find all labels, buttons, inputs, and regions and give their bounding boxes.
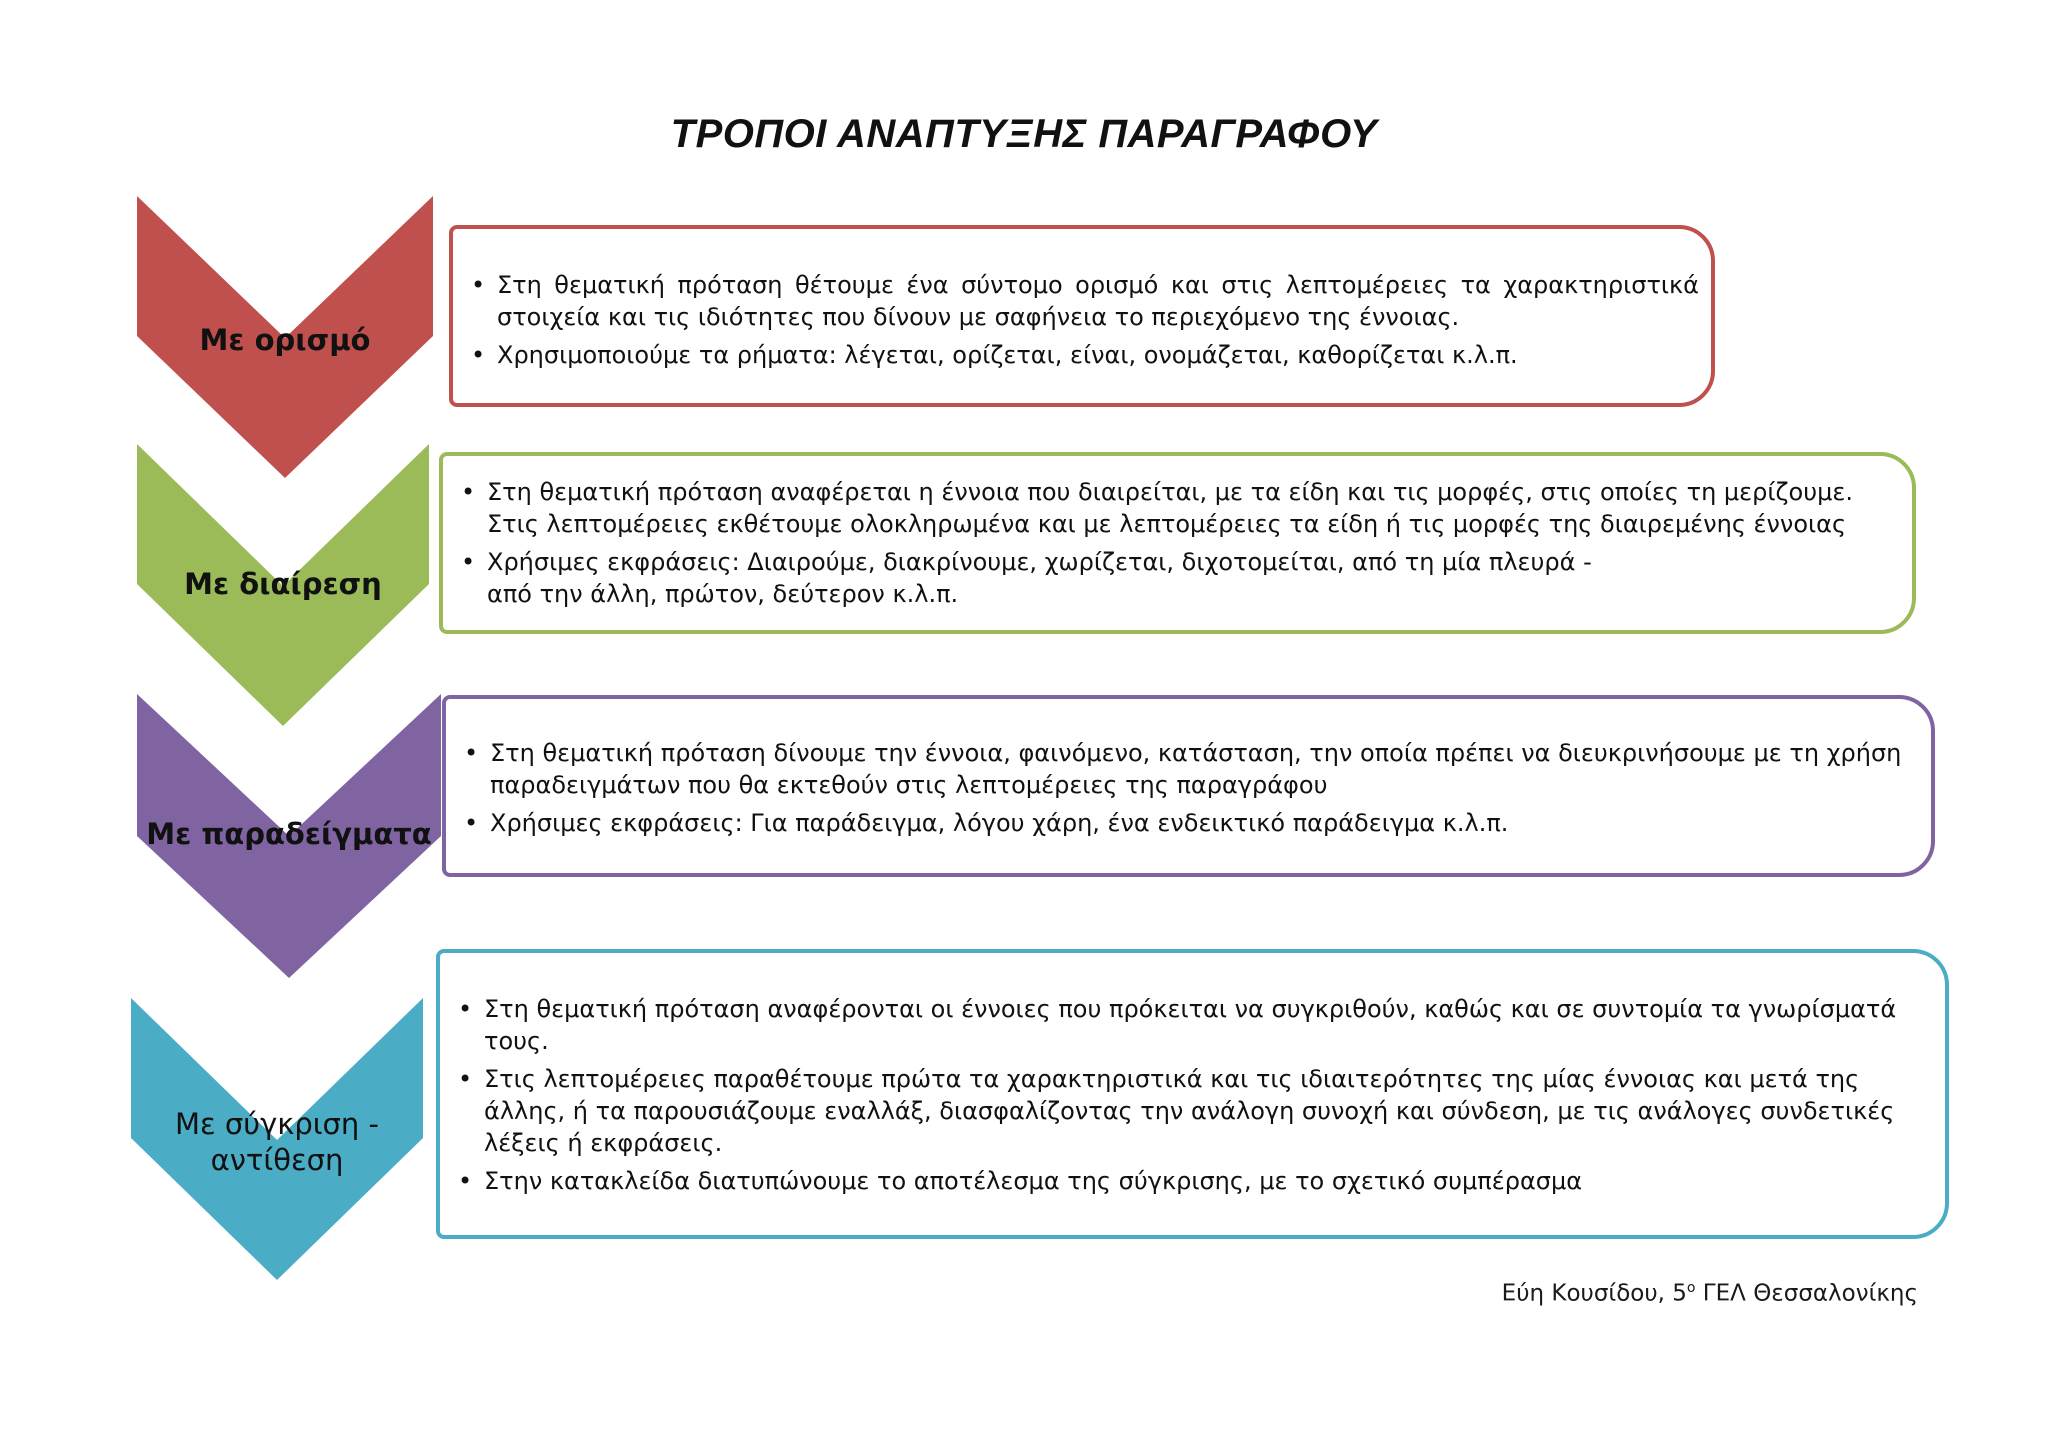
chevron-examples-label: Με παραδείγματα (146, 817, 432, 851)
list-item: • Στις λεπτομέρειες παραθέτουμε πρώτα τα χαρακτηριστικά και τις ιδιαιτερότητες της μίας έννοιας και μετά της άλλης, ή τα παρουσιάζουμε εναλλάξ, διασφαλίζοντας την ανάλογη συνοχή και σύνδεση, με τις ανάλογες συνδετικές λέξεις ή εκφράσεις. (458, 1065, 1895, 1157)
list-item: • Στη θεματική πρόταση αναφέρονται οι έννοιες που πρόκειται να συγκριθούν, καθώς και σε συντομία τα γνωρίσματά τους. (458, 995, 1897, 1055)
section-comparison-box (436, 949, 1949, 1239)
list-item: • Στη θεματική πρόταση δίνουμε την έννοια, φαινόμενο, κατάσταση, την οποία πρέπει να διευκρινήσουμε με τη χρήση παραδειγμάτων που θα εκτεθούν στις λεπτομέρειες της παραγράφου (464, 739, 1902, 799)
bullet-icon: • (464, 809, 479, 837)
list-item: • Στην κατακλείδα διατυπώνουμε το αποτέλεσμα της σύγκρισης, με το σχετικό συμπέρασμα (458, 1167, 1583, 1195)
section-definition-box (449, 225, 1715, 407)
list-item: • Στη θεματική πρόταση θέτουμε ένα σύντομο ορισμό και στις λεπτομέρειες τα χαρακτηριστικά στοιχεία και τις ιδιότητες που δίνουν με σαφήνεια το περιεχόμενο της έννοιας. (471, 271, 1699, 331)
section-division-box (439, 452, 1916, 634)
chevron-division (137, 444, 429, 726)
chevron-comparison-label-line-2: αντίθεση (210, 1143, 344, 1177)
chevron-definition-label: Με ορισμό (199, 323, 371, 357)
bullet-icon: • (458, 995, 473, 1023)
chevron-definition (137, 196, 433, 478)
chevron-examples (137, 694, 441, 978)
bullet-icon: • (458, 1167, 473, 1195)
chevron-division-label: Με διαίρεση (184, 567, 382, 601)
page-title: ΤΡΟΠΟΙ ΑΝΑΠΤΥΞΗΣ ΠΑΡΑΓΡΑΦΟΥ (670, 112, 1378, 156)
bullet-icon: • (461, 548, 476, 576)
section-definition-list (471, 269, 1699, 371)
signature-superscript: ο (1686, 1280, 1696, 1296)
list-item: • Χρήσιμες εκφράσεις: Διαιρούμε, διακρίνουμε, χωρίζεται, διχοτομείται, από τη μία πλευρά - από την άλλη, πρώτον, δεύτερον κ.λ.π. (461, 548, 1592, 608)
list-item: • Στη θεματική πρόταση αναφέρεται η έννοια που διαιρείται, με τα είδη και τις μορφές, στις οποίες τη μερίζουμε. Στις λεπτομέρειες εκθέτουμε ολοκληρωμένα και με λεπτομέρειες τα είδη ή τις μορφές της διαιρεμένης έννοιας (461, 478, 1853, 538)
chevron-comparison-label-line-1: Με σύγκριση - (175, 1107, 379, 1141)
section-comparison-list (458, 993, 1923, 1197)
chevron-comparison (131, 998, 423, 1280)
bullet-icon: • (464, 739, 479, 767)
section-examples-list (464, 737, 1909, 839)
bullet-icon: • (458, 1065, 473, 1093)
bullet-icon: • (471, 271, 486, 299)
section-examples-box (442, 695, 1935, 877)
list-item: • Χρήσιμες εκφράσεις: Για παράδειγμα, λόγου χάρη, ένα ενδεικτικό παράδειγμα κ.λ.π. (464, 809, 1509, 837)
bullet-icon: • (461, 478, 476, 506)
chevron-comparison-label (131, 1106, 423, 1178)
bullet-icon: • (471, 341, 486, 369)
list-item: • Χρησιμοποιούμε τα ρήματα: λέγεται, ορίζεται, είναι, ονομάζεται, καθορίζεται κ.λ.π. (471, 341, 1518, 369)
section-division-list (461, 476, 1890, 610)
author-signature (1502, 1280, 1918, 1307)
signature-name: Εύη Κουσίδου, 5 (1501, 1280, 1687, 1307)
signature-school: ΓΕΛ Θεσσαλονίκης (1695, 1280, 1918, 1307)
